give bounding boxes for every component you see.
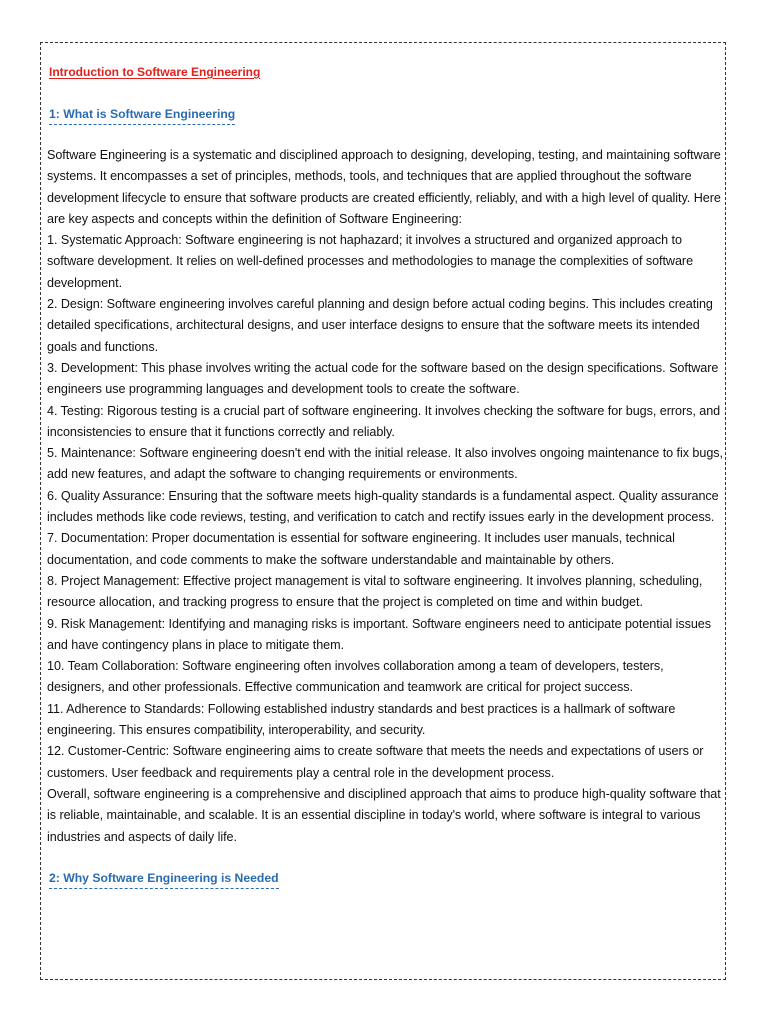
point-maintenance: 5. Maintenance: Software engineering doesn't end with the initial release. It also involves ongoing maintenance to fix bugs, add new features, and adapt the software to changing requirements or environments. bbox=[47, 446, 723, 482]
point-risk-management: 9. Risk Management: Identifying and managing risks is important. Software engineers need to anticipate potential issues and have contingency plans in place to mitigate them. bbox=[47, 616, 711, 652]
conclusion-paragraph: Overall, software engineering is a comprehensive and disciplined approach that aims to produce high-quality software that is reliable, maintainable, and scalable. It is an essential discipline in today's world, where software is integral to various industries and aspects of daily life. bbox=[47, 786, 721, 844]
intro-paragraph: Software Engineering is a systematic and disciplined approach to designing, developing, testing, and maintaining software systems. It encompasses a set of principles, methods, tools, and techniques that are applied throughout the software development lifecycle to ensure that software products are created efficiently, reliably, and with a high level of quality. Here are key aspects and concepts within the definition of Software Engineering: bbox=[47, 148, 721, 226]
point-customer-centric: 12. Customer-Centric: Software engineering aims to create software that meets the needs and expectations of users or customers. User feedback and requirements play a central role in the development process. bbox=[47, 744, 704, 780]
point-testing: 4. Testing: Rigorous testing is a crucial part of software engineering. It involves checking the software for bugs, errors, and inconsistencies to ensure that it functions correctly and reliably. bbox=[47, 403, 721, 439]
document-body bbox=[47, 62, 723, 909]
point-development: 3. Development: This phase involves writing the actual code for the software based on the design specifications. Software engineers use programming languages and development tools to create the software. bbox=[47, 360, 719, 397]
section-heading-why-needed: 2: Why Software Engineering is Needed bbox=[49, 868, 279, 889]
point-systematic-approach: 1. Systematic Approach: Software engineering is not haphazard; it involves a structured and organized approach to software development. It relies on well-defined processes and methodologies to manage the complexities of software development. bbox=[47, 233, 694, 290]
point-project-management: 8. Project Management: Effective project management is vital to software engineering. It involves planning, scheduling, resource allocation, and tracking progress to ensure that the project is completed on time and within budget. bbox=[47, 573, 703, 610]
section-heading-what-is: 1: What is Software Engineering bbox=[49, 104, 235, 125]
point-adherence-to-standards: 11. Adherence to Standards: Following established industry standards and best practices is a hallmark of software engineering. This ensures compatibility, interoperability, and security. bbox=[47, 701, 676, 738]
point-team-collaboration: 10. Team Collaboration: Software engineering often involves collaboration among a team of developers, testers, designers, and other professionals. Effective communication and teamwork are critical for project success. bbox=[47, 659, 664, 695]
point-quality-assurance: 6. Quality Assurance: Ensuring that the software meets high-quality standards is a fundamental aspect. Quality assurance includes methods like code reviews, testing, and verification to catch and rectify issues early in the development process. bbox=[47, 488, 719, 525]
document-title: Introduction to Software Engineering bbox=[49, 65, 261, 79]
point-design: 2. Design: Software engineering involves careful planning and design before actual coding begins. This includes creating detailed specifications, architectural designs, and user interface designs to ensure that the software meets its intended goals and functions. bbox=[47, 297, 713, 354]
point-documentation: 7. Documentation: Proper documentation is essential for software engineering. It includes user manuals, technical documentation, and code comments to make the software understandable and maintainable by others. bbox=[47, 531, 675, 567]
